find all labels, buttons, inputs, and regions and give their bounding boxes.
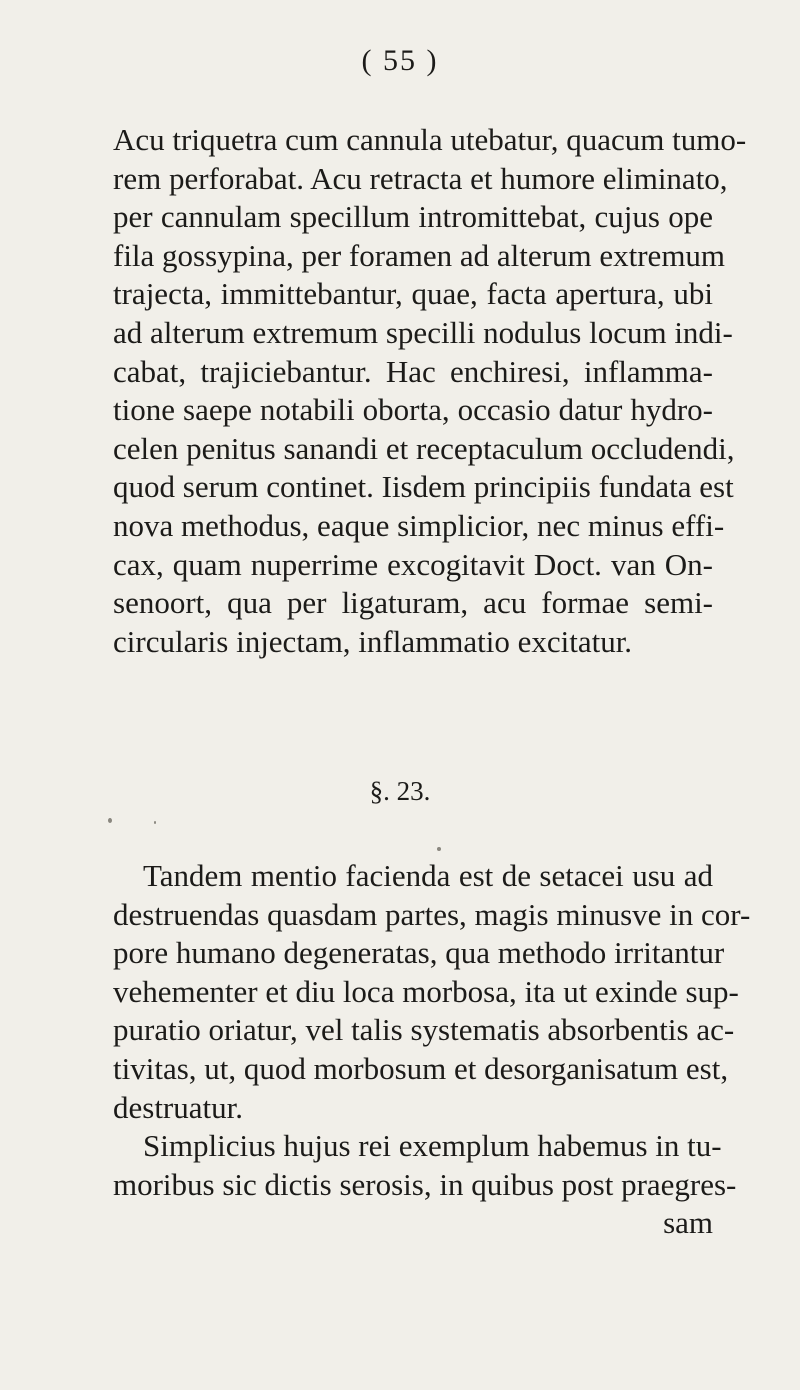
text-line: Acu triquetra cum cannula utebatur, quacum tumo- — [113, 122, 747, 157]
text-line: celen penitus sanandi et receptaculum occludendi, — [113, 430, 735, 466]
text-line: tivitas, ut, quod morbosum et desorganisatum est, — [113, 1050, 729, 1086]
paragraph-1 — [113, 121, 747, 661]
text-line: destruatur. — [113, 1089, 243, 1125]
text-line: moribus sic dictis serosis, in quibus post praegres- — [113, 1166, 737, 1202]
text-line: rem perforabat. Acu retracta et humore eliminato, — [113, 160, 728, 196]
text-line: puratio oriatur, vel talis systematis absorbentis ac- — [113, 1012, 735, 1048]
text-line: cax, quam nuperrime excogitavit Doct. van On- — [113, 546, 713, 582]
text-line: destruendas quasdam partes, magis minusve in cor- — [113, 896, 751, 932]
text-line: cabat, trajiciebantur. Hac enchiresi, inflamma- — [113, 353, 713, 389]
text-line: sam — [663, 1205, 713, 1241]
text-line: trajecta, immittebantur, quae, facta apertura, ubi — [113, 276, 713, 312]
text-line: fila gossypina, per foramen ad alterum extremum — [113, 237, 726, 273]
page-number: ( 55 ) — [361, 44, 439, 77]
text-line: Tandem mentio facienda est de setacei usu ad — [143, 858, 713, 893]
print-speck — [108, 818, 112, 823]
text-line: circularis injectam, inflammatio excitatur. — [113, 623, 633, 659]
text-line: vehementer et diu loca morbosa, ita ut exinde sup- — [113, 973, 739, 1009]
paragraph-2 — [113, 857, 751, 1243]
text-line: senoort, qua per ligaturam, acu formae semi- — [113, 585, 713, 621]
text-line: quod serum continet. Iisdem principiis fundata est — [113, 469, 734, 505]
print-speck — [154, 821, 156, 824]
text-line: ad alterum extremum specilli nodulus locum indi- — [113, 314, 733, 350]
text-line: tione saepe notabili oborta, occasio datur hydro- — [113, 392, 713, 428]
section-heading: §. 23. — [369, 776, 431, 806]
text-line: nova methodus, eaque simplicior, nec minus effi- — [113, 507, 725, 543]
text-line: per cannulam specillum intromittebat, cujus ope — [113, 199, 713, 235]
text-line: pore humano degeneratas, qua methodo irritantur — [113, 935, 725, 971]
text-line: Simplicius hujus rei exemplum habemus in tu- — [143, 1128, 722, 1164]
print-speck — [437, 847, 441, 851]
